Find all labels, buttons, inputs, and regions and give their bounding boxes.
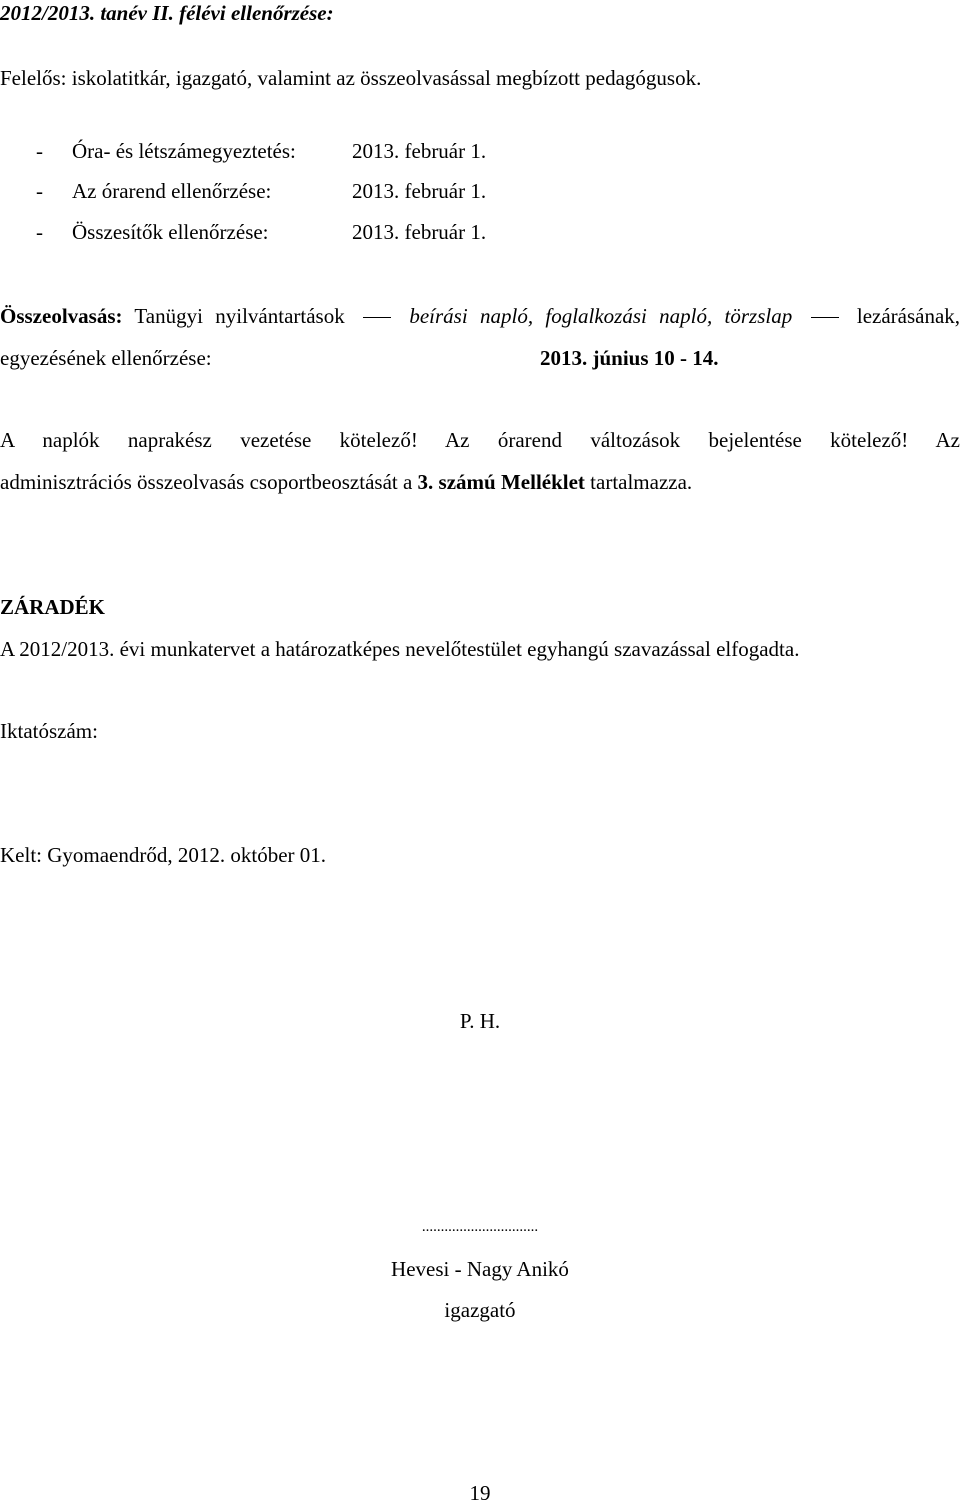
- dash-rule: [811, 317, 839, 318]
- notice-text: adminisztrációs összeolvasás csoportbeosztását a: [0, 470, 413, 494]
- reading-label: Összeolvasás:: [0, 304, 123, 328]
- check-date: 2013. február 1.: [352, 139, 487, 163]
- check-label: Az órarend ellenőrzése:: [72, 179, 272, 203]
- signer-name: Hevesi - Nagy Anikó: [391, 1257, 569, 1281]
- notice-line-2: [0, 472, 692, 493]
- check-item: [0, 141, 960, 165]
- dash: -: [36, 179, 43, 203]
- dash: -: [36, 139, 43, 163]
- seal-mark: P. H.: [459, 1009, 501, 1033]
- dash-rule: [363, 317, 391, 318]
- check-label: Összesítők ellenőrzése:: [72, 220, 269, 244]
- notice-text-end: tartalmazza.: [590, 470, 693, 494]
- reading-items: beírási napló, foglalkozási napló, törzslap: [409, 304, 793, 328]
- check-date: 2013. február 1.: [352, 179, 487, 203]
- section-title: 2012/2013. tanév II. félévi ellenőrzése:: [0, 1, 334, 25]
- notice-line-1: A naplók naprakész vezetése kötelező! Az órarend változások bejelentése kötelező! Az: [0, 428, 960, 452]
- dated-line: Kelt: Gyomaendrőd, 2012. október 01.: [0, 843, 327, 867]
- check-label: Óra- és létszámegyeztetés:: [72, 139, 296, 163]
- page-number: 19: [469, 1481, 491, 1505]
- reading-text: Tanügyi nyilvántartások: [134, 304, 345, 328]
- signer-role: igazgató: [444, 1298, 516, 1322]
- file-number-label: Iktatószám:: [0, 719, 98, 743]
- reading-line-2: egyezésének ellenőrzése:: [0, 346, 212, 370]
- check-item: [0, 181, 960, 205]
- clause-title: ZÁRADÉK: [0, 595, 106, 619]
- reading-date: 2013. június 10 - 14.: [540, 346, 719, 370]
- clause-text: A 2012/2013. évi munkatervet a határozatképes nevelőtestület egyhangú szavazással elfogadta.: [0, 637, 800, 661]
- reading-text-end: lezárásának,: [856, 304, 960, 328]
- responsible-line: Felelős: iskolatitkár, igazgató, valamint az összeolvasással megbízott pedagógusok.: [0, 66, 702, 90]
- signature-line: ...............................: [421, 1219, 539, 1235]
- check-item: [0, 222, 960, 246]
- dash: -: [36, 220, 43, 244]
- notice-annex: 3. számú Melléklet: [417, 470, 585, 494]
- reading-line-1: [0, 306, 960, 327]
- check-date: 2013. február 1.: [352, 220, 487, 244]
